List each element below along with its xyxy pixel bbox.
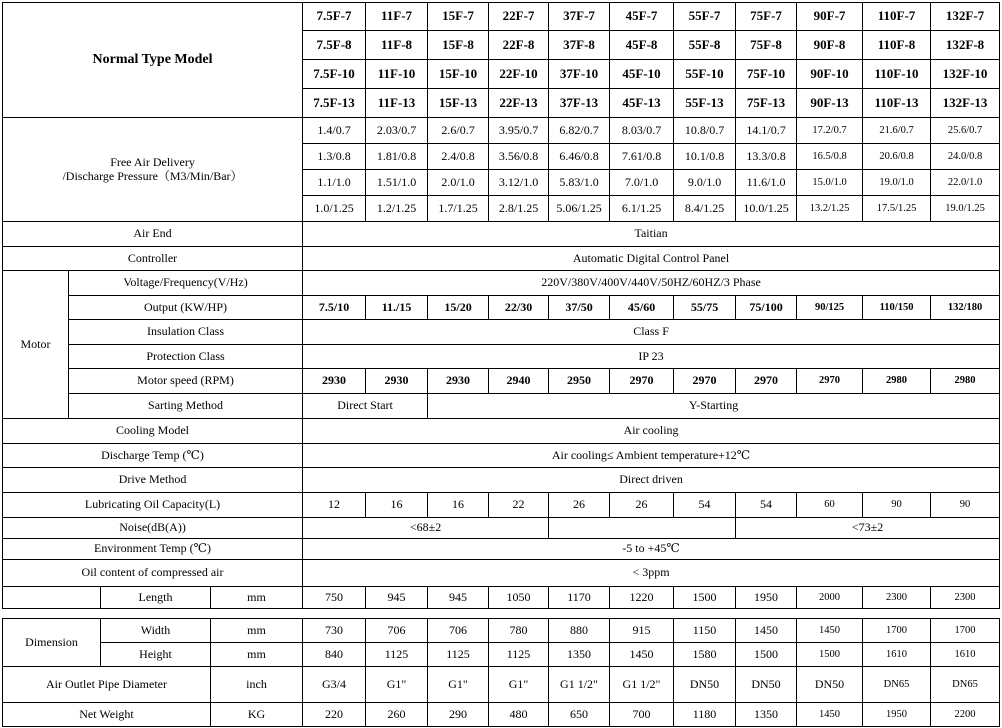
- model-cell: 110F-13: [863, 89, 931, 118]
- output-cell: 15/20: [428, 296, 489, 320]
- insulation-label: Insulation Class: [69, 320, 303, 345]
- height-cell: 1350: [549, 643, 610, 667]
- model-cell: 45F-10: [610, 60, 674, 89]
- fad-cell: 3.95/0.7: [489, 118, 549, 144]
- outlet-label: Air Outlet Pipe Diameter: [3, 667, 211, 703]
- width-unit: mm: [211, 619, 303, 643]
- fad-cell: 19.0/1.0: [863, 170, 931, 196]
- fad-cell: 1.81/0.8: [366, 144, 428, 170]
- width-cell: 706: [366, 619, 428, 643]
- insulation-value: Class F: [303, 320, 1000, 345]
- fad-cell: 20.6/0.8: [863, 144, 931, 170]
- weight-cell: 1450: [797, 703, 863, 727]
- model-cell: 11F-8: [366, 31, 428, 60]
- air-end-value: Taitian: [303, 222, 1000, 247]
- width-cell: 780: [489, 619, 549, 643]
- noise-low: <68±2: [303, 518, 549, 539]
- fad-cell: 2.0/1.0: [428, 170, 489, 196]
- fad-cell: 1.0/1.25: [303, 196, 366, 222]
- weight-label: Net Weight: [3, 703, 211, 727]
- weight-cell: 1950: [863, 703, 931, 727]
- oil-capacity-label: Lubricating Oil Capacity(L): [3, 493, 303, 518]
- length-cell: 1170: [549, 587, 610, 609]
- length-blank: [3, 587, 69, 609]
- height-label: Height: [101, 643, 211, 667]
- model-cell: 55F-10: [674, 60, 736, 89]
- width-cell: 706: [428, 619, 489, 643]
- model-cell: 37F-7: [549, 3, 610, 31]
- fad-cell: 13.2/1.25: [797, 196, 863, 222]
- model-cell: 37F-13: [549, 89, 610, 118]
- fad-cell: 17.5/1.25: [863, 196, 931, 222]
- fad-label: [3, 118, 303, 222]
- fad-cell: 3.12/1.0: [489, 170, 549, 196]
- model-cell: 45F-13: [610, 89, 674, 118]
- oil-capacity-cell: 16: [428, 493, 489, 518]
- outlet-cell: DN50: [797, 667, 863, 703]
- model-cell: 110F-8: [863, 31, 931, 60]
- output-cell: 75/100: [736, 296, 797, 320]
- discharge-temp-value: Air cooling≤ Ambient temperature+12℃: [303, 444, 1000, 468]
- outlet-cell: G1": [428, 667, 489, 703]
- width-label: Width: [101, 619, 211, 643]
- fad-label-line2: /Discharge Pressure（M3/Min/Bar）: [62, 168, 243, 183]
- height-cell: 1500: [797, 643, 863, 667]
- model-cell: 110F-7: [863, 3, 931, 31]
- dimension-label: Dimension: [3, 619, 101, 667]
- length-blank: [69, 587, 101, 609]
- length-cell: 1050: [489, 587, 549, 609]
- speed-cell: 2970: [797, 369, 863, 394]
- fad-cell: 10.8/0.7: [674, 118, 736, 144]
- output-label: Output (KW/HP): [69, 296, 303, 320]
- weight-unit: KG: [211, 703, 303, 727]
- model-cell: 22F-8: [489, 31, 549, 60]
- controller-value: Automatic Digital Control Panel: [303, 247, 1000, 271]
- outlet-cell: DN50: [736, 667, 797, 703]
- model-cell: 132F-10: [931, 60, 1000, 89]
- model-cell: 45F-7: [610, 3, 674, 31]
- weight-cell: 260: [366, 703, 428, 727]
- height-cell: 1125: [366, 643, 428, 667]
- outlet-cell: DN65: [863, 667, 931, 703]
- fad-cell: 11.6/1.0: [736, 170, 797, 196]
- length-cell: 1950: [736, 587, 797, 609]
- weight-cell: 1350: [736, 703, 797, 727]
- length-unit: mm: [211, 587, 303, 609]
- weight-cell: 290: [428, 703, 489, 727]
- model-cell: 90F-7: [797, 3, 863, 31]
- output-cell: 110/150: [863, 296, 931, 320]
- fad-cell: 6.1/1.25: [610, 196, 674, 222]
- width-cell: 1700: [863, 619, 931, 643]
- spec-table-dimension: [2, 618, 1000, 727]
- oil-capacity-cell: 54: [736, 493, 797, 518]
- length-cell: 1500: [674, 587, 736, 609]
- speed-cell: 2970: [610, 369, 674, 394]
- oil-capacity-cell: 90: [931, 493, 1000, 518]
- fad-cell: 22.0/1.0: [931, 170, 1000, 196]
- height-cell: 1450: [610, 643, 674, 667]
- height-cell: 1610: [931, 643, 1000, 667]
- noise-label: Noise(dB(A)): [3, 518, 303, 539]
- fad-cell: 17.2/0.7: [797, 118, 863, 144]
- model-cell: 15F-13: [428, 89, 489, 118]
- outlet-cell: G1": [366, 667, 428, 703]
- air-end-label: Air End: [3, 222, 303, 247]
- model-cell: 90F-10: [797, 60, 863, 89]
- length-cell: 2300: [931, 587, 1000, 609]
- length-cell: 945: [428, 587, 489, 609]
- output-cell: 45/60: [610, 296, 674, 320]
- weight-cell: 650: [549, 703, 610, 727]
- length-cell: 2300: [863, 587, 931, 609]
- noise-gap: [549, 518, 736, 539]
- output-cell: 37/50: [549, 296, 610, 320]
- fad-cell: 8.4/1.25: [674, 196, 736, 222]
- speed-cell: 2930: [303, 369, 366, 394]
- env-temp-value: -5 to +45℃: [303, 539, 1000, 560]
- fad-cell: 19.0/1.25: [931, 196, 1000, 222]
- cooling-value: Air cooling: [303, 419, 1000, 444]
- fad-cell: 1.7/1.25: [428, 196, 489, 222]
- outlet-cell: DN65: [931, 667, 1000, 703]
- length-label: Length: [101, 587, 211, 609]
- model-cell: 90F-8: [797, 31, 863, 60]
- model-cell: 7.5F-7: [303, 3, 366, 31]
- height-cell: 1610: [863, 643, 931, 667]
- length-cell: 750: [303, 587, 366, 609]
- height-cell: 1125: [428, 643, 489, 667]
- spec-table-main: [2, 2, 1000, 609]
- speed-cell: 2940: [489, 369, 549, 394]
- header-title: Normal Type Model: [3, 3, 303, 118]
- model-cell: 7.5F-13: [303, 89, 366, 118]
- speed-cell: 2980: [863, 369, 931, 394]
- model-cell: 7.5F-10: [303, 60, 366, 89]
- fad-cell: 15.0/1.0: [797, 170, 863, 196]
- outlet-cell: G3/4: [303, 667, 366, 703]
- fad-cell: 2.8/1.25: [489, 196, 549, 222]
- model-cell: 22F-7: [489, 3, 549, 31]
- oil-capacity-cell: 16: [366, 493, 428, 518]
- weight-cell: 480: [489, 703, 549, 727]
- fad-cell: 9.0/1.0: [674, 170, 736, 196]
- model-cell: 132F-13: [931, 89, 1000, 118]
- fad-cell: 1.4/0.7: [303, 118, 366, 144]
- protection-label: Protection Class: [69, 345, 303, 369]
- fad-cell: 1.1/1.0: [303, 170, 366, 196]
- model-cell: 55F-8: [674, 31, 736, 60]
- output-cell: 22/30: [489, 296, 549, 320]
- oil-capacity-cell: 54: [674, 493, 736, 518]
- oil-capacity-cell: 26: [549, 493, 610, 518]
- model-cell: 11F-10: [366, 60, 428, 89]
- oil-capacity-cell: 26: [610, 493, 674, 518]
- cooling-label: Cooling Model: [3, 419, 303, 444]
- fad-label-line1: Free Air Delivery: [110, 155, 195, 170]
- model-cell: 90F-13: [797, 89, 863, 118]
- fad-cell: 1.3/0.8: [303, 144, 366, 170]
- model-cell: 75F-8: [736, 31, 797, 60]
- outlet-cell: G1 1/2": [610, 667, 674, 703]
- fad-cell: 6.46/0.8: [549, 144, 610, 170]
- speed-cell: 2950: [549, 369, 610, 394]
- model-cell: 55F-13: [674, 89, 736, 118]
- model-cell: 75F-10: [736, 60, 797, 89]
- model-cell: 22F-13: [489, 89, 549, 118]
- oil-content-label: Oil content of compressed air: [3, 560, 303, 587]
- model-cell: 37F-8: [549, 31, 610, 60]
- voltage-value: 220V/380V/400V/440V/50HZ/60HZ/3 Phase: [303, 271, 1000, 296]
- model-cell: 7.5F-8: [303, 31, 366, 60]
- starting-y: Y-Starting: [428, 394, 1000, 419]
- fad-cell: 13.3/0.8: [736, 144, 797, 170]
- height-cell: 1500: [736, 643, 797, 667]
- motor-label: Motor: [3, 271, 69, 419]
- model-cell: 11F-13: [366, 89, 428, 118]
- speed-cell: 2970: [736, 369, 797, 394]
- speed-cell: 2970: [674, 369, 736, 394]
- model-cell: 110F-10: [863, 60, 931, 89]
- output-cell: 7.5/10: [303, 296, 366, 320]
- env-temp-label: Environment Temp (℃): [3, 539, 303, 560]
- fad-cell: 6.82/0.7: [549, 118, 610, 144]
- controller-label: Controller: [3, 247, 303, 271]
- speed-label: Motor speed (RPM): [69, 369, 303, 394]
- fad-cell: 1.2/1.25: [366, 196, 428, 222]
- height-cell: 1125: [489, 643, 549, 667]
- speed-cell: 2930: [428, 369, 489, 394]
- fad-cell: 2.6/0.7: [428, 118, 489, 144]
- output-cell: 11./15: [366, 296, 428, 320]
- voltage-label: Voltage/Frequency(V/Hz): [69, 271, 303, 296]
- model-cell: 11F-7: [366, 3, 428, 31]
- model-cell: 15F-10: [428, 60, 489, 89]
- fad-cell: 25.6/0.7: [931, 118, 1000, 144]
- fad-cell: 5.83/1.0: [549, 170, 610, 196]
- noise-high: <73±2: [736, 518, 1000, 539]
- model-cell: 75F-13: [736, 89, 797, 118]
- fad-cell: 24.0/0.8: [931, 144, 1000, 170]
- fad-cell: 10.1/0.8: [674, 144, 736, 170]
- oil-capacity-cell: 60: [797, 493, 863, 518]
- model-cell: 75F-7: [736, 3, 797, 31]
- speed-cell: 2980: [931, 369, 1000, 394]
- width-cell: 1450: [797, 619, 863, 643]
- model-cell: 132F-8: [931, 31, 1000, 60]
- model-cell: 22F-10: [489, 60, 549, 89]
- length-cell: 1220: [610, 587, 674, 609]
- weight-cell: 700: [610, 703, 674, 727]
- model-cell: 45F-8: [610, 31, 674, 60]
- drive-value: Direct driven: [303, 468, 1000, 493]
- fad-cell: 7.0/1.0: [610, 170, 674, 196]
- width-cell: 730: [303, 619, 366, 643]
- weight-cell: 220: [303, 703, 366, 727]
- width-cell: 1150: [674, 619, 736, 643]
- outlet-cell: G1": [489, 667, 549, 703]
- width-cell: 915: [610, 619, 674, 643]
- model-cell: 132F-7: [931, 3, 1000, 31]
- fad-cell: 21.6/0.7: [863, 118, 931, 144]
- outlet-cell: DN50: [674, 667, 736, 703]
- height-unit: mm: [211, 643, 303, 667]
- model-cell: 15F-8: [428, 31, 489, 60]
- starting-direct: Direct Start: [303, 394, 428, 419]
- outlet-cell: G1 1/2": [549, 667, 610, 703]
- length-cell: 2000: [797, 587, 863, 609]
- oil-content-value: < 3ppm: [303, 560, 1000, 587]
- fad-cell: 2.4/0.8: [428, 144, 489, 170]
- output-cell: 55/75: [674, 296, 736, 320]
- weight-cell: 2200: [931, 703, 1000, 727]
- fad-cell: 7.61/0.8: [610, 144, 674, 170]
- model-cell: 15F-7: [428, 3, 489, 31]
- height-cell: 840: [303, 643, 366, 667]
- fad-cell: 14.1/0.7: [736, 118, 797, 144]
- width-cell: 1700: [931, 619, 1000, 643]
- fad-cell: 8.03/0.7: [610, 118, 674, 144]
- height-cell: 1580: [674, 643, 736, 667]
- weight-cell: 1180: [674, 703, 736, 727]
- model-cell: 55F-7: [674, 3, 736, 31]
- oil-capacity-cell: 22: [489, 493, 549, 518]
- length-cell: 945: [366, 587, 428, 609]
- oil-capacity-cell: 12: [303, 493, 366, 518]
- width-cell: 1450: [736, 619, 797, 643]
- fad-cell: 16.5/0.8: [797, 144, 863, 170]
- fad-cell: 2.03/0.7: [366, 118, 428, 144]
- width-cell: 880: [549, 619, 610, 643]
- fad-cell: 5.06/1.25: [549, 196, 610, 222]
- output-cell: 132/180: [931, 296, 1000, 320]
- speed-cell: 2930: [366, 369, 428, 394]
- drive-label: Drive Method: [3, 468, 303, 493]
- output-cell: 90/125: [797, 296, 863, 320]
- model-cell: 37F-10: [549, 60, 610, 89]
- fad-cell: 3.56/0.8: [489, 144, 549, 170]
- discharge-temp-label: Discharge Temp (℃): [3, 444, 303, 468]
- fad-cell: 1.51/1.0: [366, 170, 428, 196]
- starting-label: Sarting Method: [69, 394, 303, 419]
- outlet-unit: inch: [211, 667, 303, 703]
- oil-capacity-cell: 90: [863, 493, 931, 518]
- fad-cell: 10.0/1.25: [736, 196, 797, 222]
- protection-value: IP 23: [303, 345, 1000, 369]
